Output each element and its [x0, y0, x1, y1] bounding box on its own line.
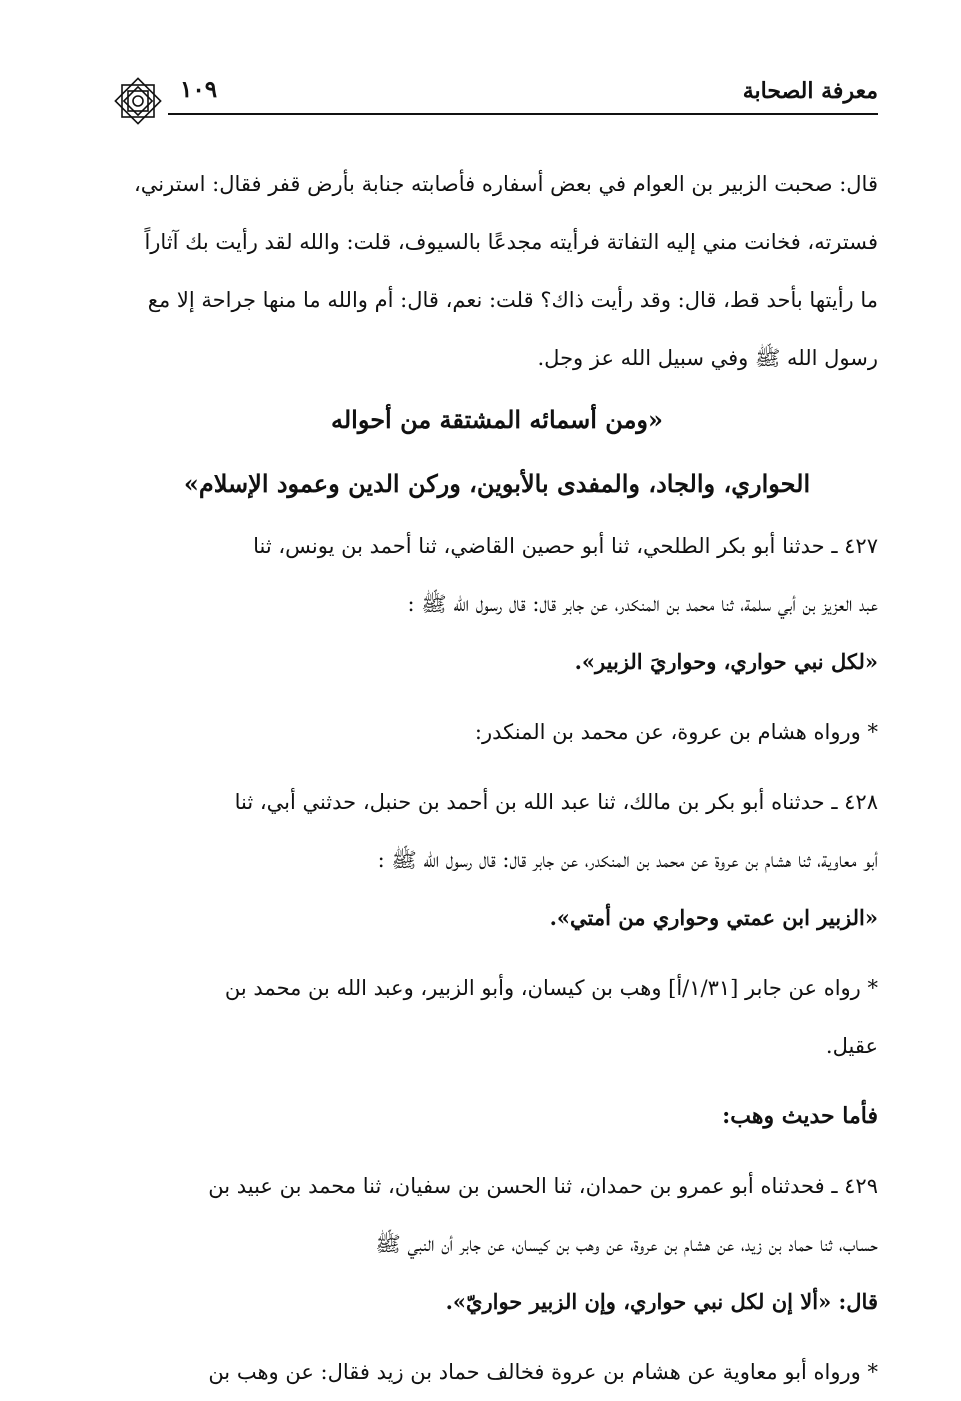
octagram-ornament-icon	[108, 70, 168, 132]
note-line: * رواه عن جابر [١/٣١/أ] وهب بن كيسان، وأبو الزبير، وعبد الله بن محمد بن	[224, 976, 878, 1000]
note-line: * ورواه أبو معاوية عن هشام بن عروة فخالف حماد بن زيد فقال: عن وهب بن	[208, 1360, 878, 1384]
hadith-428-line: أبو معاوية، ثنا هشام بن عروة عن محمد بن المنكدر، عن جابر قال: قال رسول الله ﷺ :	[377, 848, 878, 872]
text-line: فسترته، فخانت مني إليه التفاتة فرأيته مجدعًا بالسيوف، قلت: والله لقد رأيت بك آثاراً	[144, 230, 878, 254]
page-body	[116, 155, 878, 1401]
hadith-429-line: حساب، ثنا حماد بن زيد، عن هشام بن عروة، عن وهب بن كيسان، عن جابر أن النبي ﷺ	[375, 1232, 878, 1256]
text-line: قال: صحبت الزبير بن العوام في بعض أسفاره فأصابته جنابة بأرض قفر فقال: استرني،	[133, 172, 878, 196]
hadith-427-line: عبد العزيز بن أبي سلمة، ثنا محمد بن المنكدر، عن جابر قال: قال رسول الله ﷺ :	[407, 592, 878, 616]
hadith-429-line: ٤٢٩ ـ فحدثناه أبو عمرو بن حمدان، ثنا الحسن بن سفيان، ثنا محمد بن عبيد بن	[208, 1174, 878, 1198]
subheading: فأما حديث وهب:	[722, 1103, 878, 1129]
page-header	[108, 70, 878, 140]
header-rule	[168, 113, 878, 115]
running-title: معرفة الصحابة	[742, 78, 878, 104]
text-line: رسول الله ﷺ وفي سبيل الله عز وجل.	[537, 346, 878, 370]
hadith-429-quote: قال: «ألا إن لكل نبي حواري، وإن الزبير حواريّ».	[445, 1289, 878, 1314]
hadith-427-line: ٤٢٧ ـ حدثنا أبو بكر الطلحي، ثنا أبو حصين القاضي، ثنا أحمد بن يونس، ثنا	[253, 534, 878, 558]
hadith-428-quote: «الزبير ابن عمتي وحواري من أمتي».	[549, 905, 878, 930]
section-heading: «ومن أسمائه المشتقة من أحواله	[330, 405, 664, 434]
page-number: ١٠٩	[180, 76, 218, 103]
note-line: عقيل.	[825, 1034, 878, 1058]
section-heading: الحواري، والجاد، والمفدى بالأبوين، وركن الدين وعمود الإسلام»	[183, 469, 811, 498]
hadith-427-quote: «لكل نبي حواري، وحواريَ الزبير».	[574, 649, 878, 674]
text-line: ما رأيتها بأحد قط، قال: وقد رأيت ذاك؟ قلت: نعم، قال: أم والله ما منها جراحة إلا مع	[147, 288, 878, 312]
hadith-428-line: ٤٢٨ ـ حدثناه أبو بكر بن مالك، ثنا عبد الله بن أحمد بن حنبل، حدثني أبي، ثنا	[234, 790, 878, 814]
note-line: * ورواه هشام بن عروة، عن محمد بن المنكدر:	[474, 720, 878, 744]
